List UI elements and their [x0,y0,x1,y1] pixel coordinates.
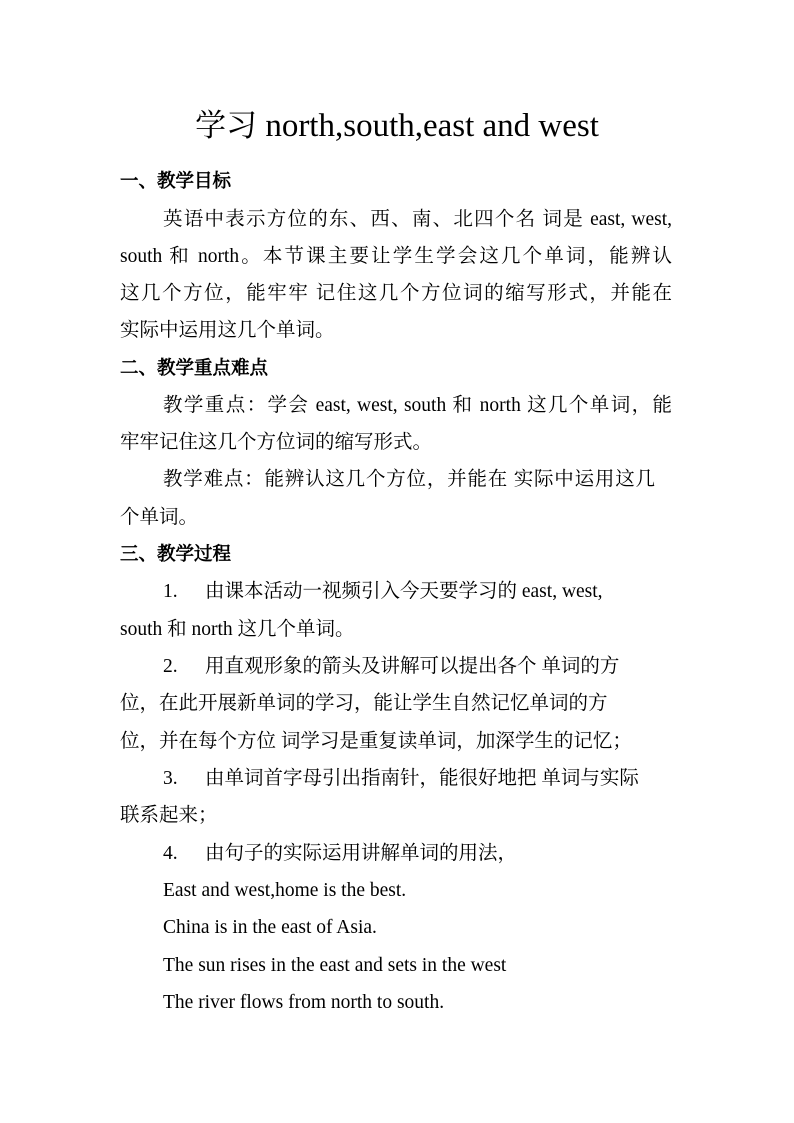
example-sentence: China is in the east of Asia. [163,917,377,938]
section-heading-process: 三、教学过程 [120,544,232,565]
section-heading-key-points: 二、教学重点难点 [120,358,269,379]
list-item [163,840,672,868]
list-number: 1. [163,581,178,602]
paragraph-line: 位，在此开展新单词的学习，能让学生自然记忆单词的方 [120,693,608,714]
paragraph-line: 英语中表示方位的东、西、南、北四个名 词是 east, west, [163,209,672,230]
paragraph-line: 个单词。 [120,507,199,528]
title-english: north,south,east and west [257,108,599,144]
example-sentence: The sun rises in the east and sets in the west [163,955,507,976]
paragraph-line: 教学难点：能辨认这几个方位，并能在 实际中运用这几 [163,469,655,490]
paragraph-line: 实际中运用这几个单词。 [120,320,335,341]
paragraph-line: 位，并在每个方位 词学习是重复读单词，加深学生的记忆； [120,731,632,752]
paragraph-line: 牢牢记住这几个方位词的缩写形式。 [120,432,433,453]
paragraph-line: 教学重点：学会 east, west, south 和 north 这几个单词，能 [163,395,672,416]
list-number: 3. [163,768,178,789]
paragraph-line: 联系起来； [120,805,218,826]
list-item [163,765,672,793]
paragraph-line: south 和 north。本节课主要让学生学会这几个单词，能辨认 [120,246,672,267]
paragraph-line: 这几个方位，能牢牢 记住这几个方位词的缩写形式，并能在 [120,283,672,304]
list-number: 2. [163,656,178,677]
document-title [0,102,794,150]
list-number: 4. [163,843,178,864]
list-text: 由句子的实际运用讲解单词的用法， [205,843,518,864]
paragraph-line: south 和 north 这几个单词。 [120,619,355,640]
example-sentence: East and west,home is the best. [163,880,407,901]
list-text: 由课本活动一视频引入今天要学习的 east, west, [205,581,603,602]
list-text: 用直观形象的箭头及讲解可以提出各个 单词的方 [205,656,620,677]
section-heading-objectives: 一、教学目标 [120,171,232,192]
list-item [163,653,672,681]
example-sentence: The river flows from north to south. [163,992,445,1013]
title-chinese: 学习 [195,108,258,144]
list-item [163,578,672,606]
list-text: 由单词首字母引出指南针，能很好地把 单词与实际 [205,768,639,789]
